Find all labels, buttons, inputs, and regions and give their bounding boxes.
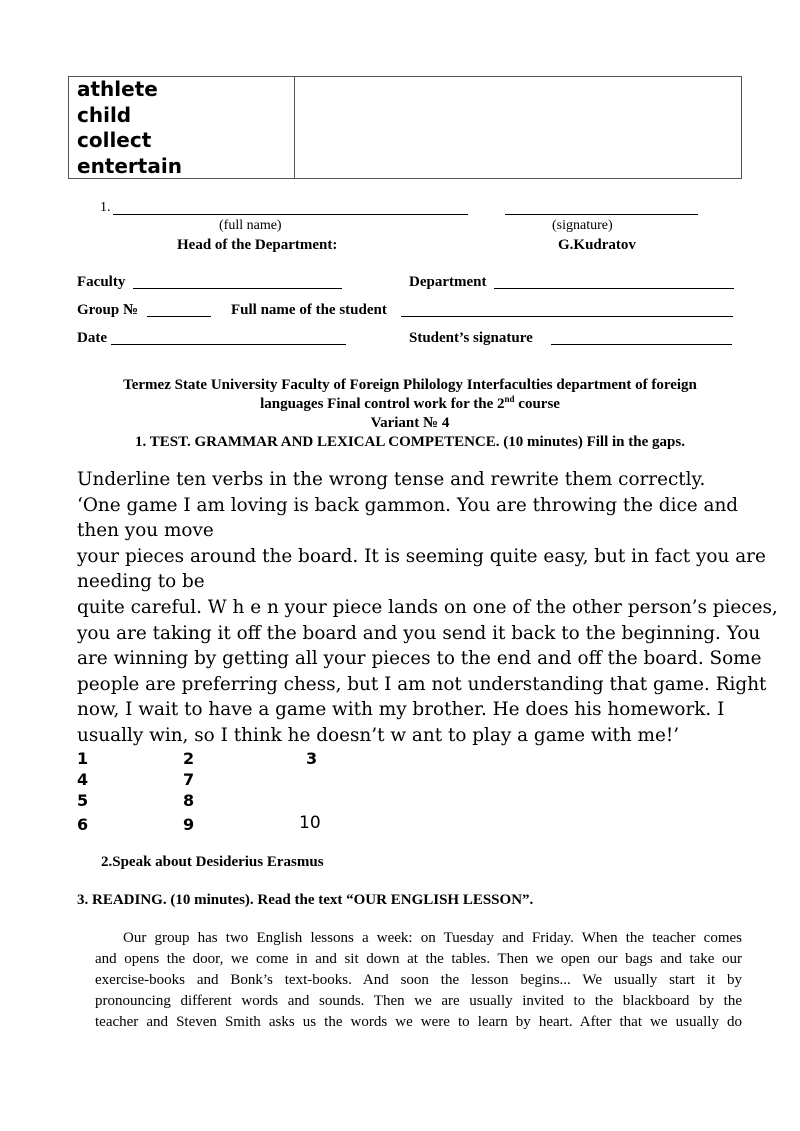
department-field[interactable]	[494, 288, 734, 289]
answer-number: 8	[183, 791, 195, 810]
word-item: entertain	[77, 153, 182, 178]
reading-line: pronouncing different words and sounds. Then we are usually invited to the blackboard by the	[95, 993, 742, 1009]
full-name-line	[113, 214, 468, 215]
answer-number: 9	[183, 815, 195, 834]
item-number: 1.	[100, 200, 111, 215]
full-name-caption: (full name)	[219, 218, 282, 233]
exercise-line: usually win, so I think he doesn’t w ant to play a game with me!’	[77, 724, 680, 746]
exercise-line: needing to be	[77, 571, 205, 593]
table-divider	[294, 77, 295, 178]
student-name-field[interactable]	[401, 316, 733, 317]
reading-passage	[95, 928, 742, 1033]
answer-number: 4	[77, 770, 89, 789]
answer-number: 2	[183, 749, 195, 768]
student-signature-label: Student’s signature	[409, 330, 533, 346]
answer-number: 7	[183, 770, 195, 789]
faculty-label: Faculty	[77, 274, 126, 290]
word-item: child	[77, 102, 132, 127]
reading-line: and opens the door, we come in and sit down at the tables. Then we open our bags and take our	[95, 951, 742, 967]
header-line-1: Termez State University Faculty of Foreign Philology Interfaculties department of foreign	[123, 377, 697, 393]
reading-line: Our group has two English lessons a week: on Tuesday and Friday. When the teacher comes	[123, 930, 742, 946]
word-table	[68, 76, 742, 179]
exercise-line: you are taking it off the board and you send it back to the beginning. You	[77, 622, 761, 644]
student-name-label: Full name of the student	[231, 302, 387, 318]
exercise-line: are winning by getting all your pieces to the end and off the board. Some	[77, 648, 762, 670]
exercise-line: now, I wait to have a game with my brother. He does his homework. I	[77, 699, 725, 721]
answer-number: 3	[306, 749, 318, 768]
answer-number: 6	[77, 815, 89, 834]
head-of-department-label: Head of the Department:	[177, 237, 338, 253]
exercise-line: Underline ten verbs in the wrong tense and rewrite them correctly.	[77, 469, 706, 490]
section-1-title: 1. TEST. GRAMMAR AND LEXICAL COMPETENCE. (10 minutes) Fill in the gaps.	[135, 434, 685, 450]
date-field[interactable]	[111, 344, 346, 345]
reading-line: teacher and Steven Smith asks us the words we were to learn by heart. After that we usually do	[95, 1014, 742, 1030]
exam-header	[60, 376, 760, 452]
department-label: Department	[409, 274, 487, 290]
group-field[interactable]	[147, 316, 211, 317]
word-list	[77, 77, 182, 179]
exercise-line: then you move	[77, 520, 214, 542]
exercise-line: ‘One game I am loving is back gammon. You are throwing the dice and	[77, 494, 739, 516]
date-label: Date	[77, 330, 107, 346]
answer-number: 5	[77, 791, 89, 810]
reading-line: exercise-books and Bonk’s text-books. And soon the lesson begins... We usually start it by	[95, 972, 742, 988]
exercise-text	[77, 467, 778, 749]
faculty-field[interactable]	[133, 288, 342, 289]
head-name: G.Kudratov	[558, 237, 636, 253]
section-2-title: 2.Speak about Desiderius Erasmus	[101, 854, 324, 870]
group-label: Group №	[77, 302, 139, 318]
word-item: collect	[77, 128, 152, 152]
exercise-line: quite careful. W h e n your piece lands on one of the other person’s pieces,	[77, 596, 778, 618]
header-line-2: languages Final control work for the 2nd course	[260, 394, 560, 412]
signature-caption: (signature)	[552, 218, 613, 233]
section-3-title: 3. READING. (10 minutes). Read the text “OUR ENGLISH LESSON”.	[77, 892, 534, 908]
exercise-line: people are preferring chess, but I am not understanding that game. Right	[77, 673, 767, 695]
variant-label: Variant № 4	[370, 415, 450, 431]
word-item: athlete	[77, 77, 158, 101]
exercise-line: your pieces around the board. It is seeming quite easy, but in fact you are	[77, 545, 766, 567]
answer-number: 10	[299, 813, 321, 833]
signature-line	[505, 214, 698, 215]
student-signature-field[interactable]	[551, 344, 732, 345]
answer-number: 1	[77, 749, 89, 768]
